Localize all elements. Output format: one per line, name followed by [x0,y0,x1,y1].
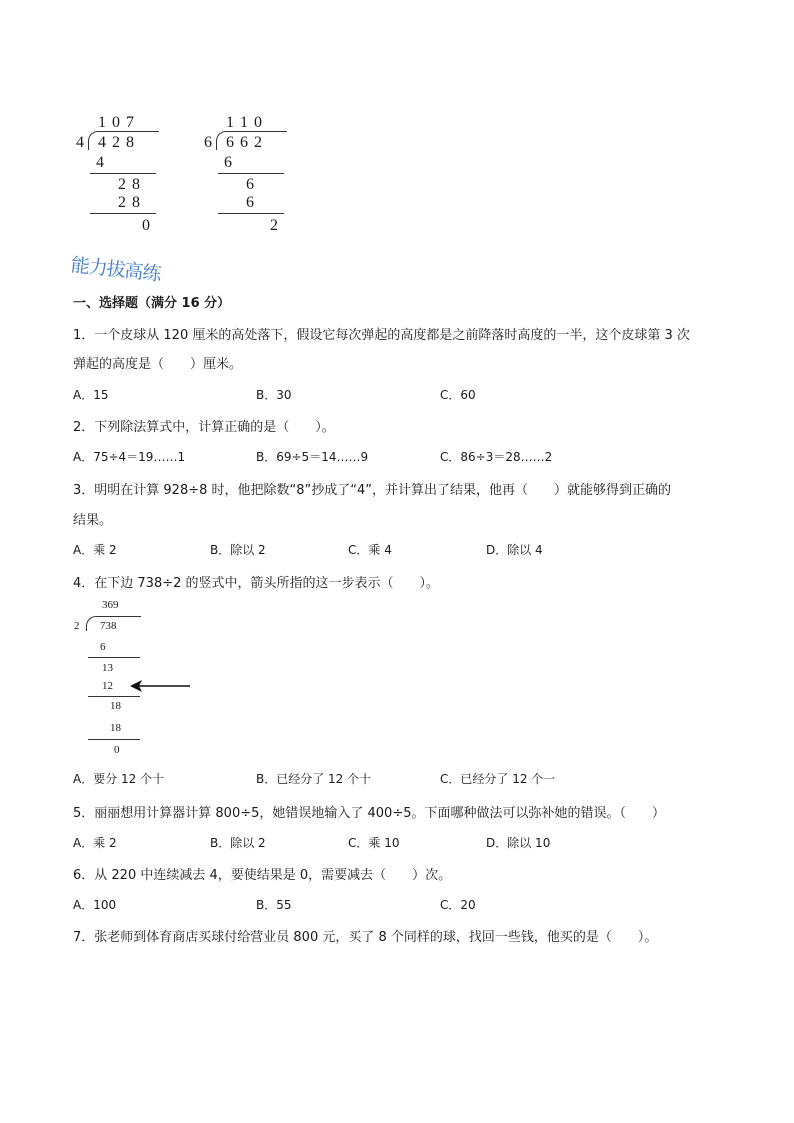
option-c[interactable]: C．86÷3＝28……2 [440,450,553,464]
question-7-line-1: 7．张老师到体育商店买球付给营业员 800 元，买了 8 个同样的球，找回一些钱，他买的是（ ）。 [73,930,658,945]
step: 6 [246,176,254,193]
divisor: 4 [76,134,84,151]
option-c[interactable]: C．已经分了 12 个一 [440,772,556,786]
step: 13 [102,662,113,674]
option-a[interactable]: A．15 [73,388,109,402]
section-title: 能力拔高练 [69,254,162,286]
section-heading: 一、选择题（满分 16 分） [73,296,231,311]
question-1-line-1: 1．一个皮球从 120 厘米的高处落下，假设它每次弹起的高度都是之前降落时高度的一半，这个皮球第 3 次 [73,328,690,343]
remainder: 2 [270,217,278,234]
option-d[interactable]: D．除以 10 [486,836,551,850]
divider-line [90,173,156,174]
question-5-line-1: 5．丽丽想用计算器计算 800÷5，她错误地输入了 400÷5。下面哪种做法可以弥补她的错误。（ ） [73,806,665,821]
dividend: 738 [100,620,117,632]
option-d[interactable]: D．除以 4 [486,543,543,557]
option-c[interactable]: C．乘 4 [348,543,392,557]
divisor: 2 [74,620,80,632]
quotient: 369 [102,599,119,611]
step: 2 8 [118,176,141,193]
divider-line [90,213,156,214]
divider-line [218,173,284,174]
step: 6 [100,641,106,653]
option-b[interactable]: B．除以 2 [210,543,266,557]
question-3-line-1: 3．明明在计算 928÷8 时，他把除数“8”抄成了“4”，并计算出了结果，他再（ ）就能够得到正确的 [73,483,671,498]
step: 2 8 [118,194,141,211]
divider-line [88,696,140,697]
arrow-left-icon [128,678,192,694]
remainder: 0 [114,744,120,756]
question-6-line-1: 6．从 220 中连续减去 4，要使结果是 0，需要减去（ ）次。 [73,868,452,883]
divisor: 6 [204,134,212,151]
question-4-line-1: 4．在下边 738÷2 的竖式中，箭头所指的这一步表示（ ）。 [73,576,440,591]
question-3-line-2: 结果。 [73,513,113,528]
option-a[interactable]: A．100 [73,898,117,912]
divider-line [88,739,140,740]
step: 18 [110,700,121,712]
quotient: 1 0 7 [98,114,135,131]
dividend: 4 2 8 [98,134,135,151]
option-c[interactable]: C．乘 10 [348,836,400,850]
option-b[interactable]: B．69÷5＝14……9 [256,450,369,464]
option-c[interactable]: C．20 [440,898,476,912]
option-b[interactable]: B．已经分了 12 个十 [256,772,372,786]
option-a[interactable]: A．乘 2 [73,543,117,557]
step: 18 [110,722,121,734]
option-a[interactable]: A．75÷4＝19……1 [73,450,186,464]
option-a[interactable]: A．要分 12 个十 [73,772,165,786]
step: 6 [246,194,254,211]
dividend: 6 6 2 [226,134,263,151]
step: 4 [96,154,104,171]
option-b[interactable]: B．30 [256,388,292,402]
option-a[interactable]: A．乘 2 [73,836,117,850]
divider-line [218,213,284,214]
step-arrowed: 12 [102,680,113,692]
divider-line [88,657,140,658]
question-1-line-2: 弹起的高度是（ ）厘米。 [73,357,243,372]
step: 6 [224,154,232,171]
question-2-line-1: 2．下列除法算式中，计算正确的是（ ）。 [73,420,335,435]
option-b[interactable]: B．除以 2 [210,836,266,850]
remainder: 0 [142,217,150,234]
option-c[interactable]: C．60 [440,388,476,402]
quotient: 1 1 0 [226,114,263,131]
option-b[interactable]: B．55 [256,898,292,912]
